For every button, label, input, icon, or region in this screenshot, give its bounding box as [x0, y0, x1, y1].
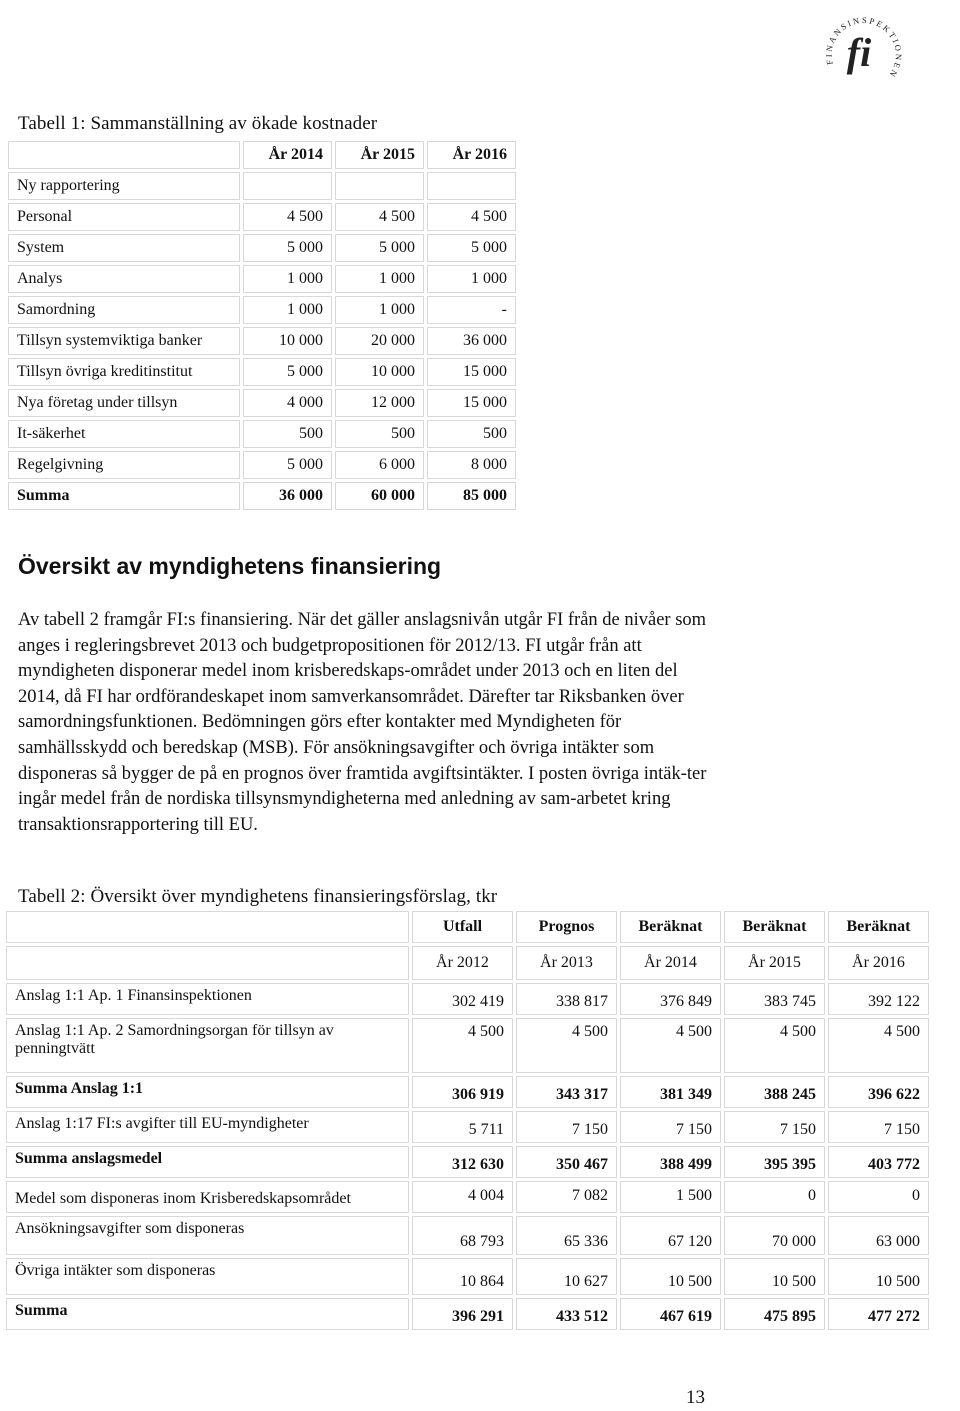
cell-value: 15 000 [427, 358, 516, 386]
cell-value: 0 [724, 1181, 825, 1213]
cell-value: 381 349 [620, 1076, 721, 1108]
cell-value: 10 500 [620, 1258, 721, 1295]
cell-value: 36 000 [243, 482, 332, 510]
row-label: Nya företag under tillsyn [8, 389, 240, 417]
cell-value: 477 272 [828, 1298, 929, 1330]
cell-value: 5 000 [335, 234, 424, 262]
cell-value: 63 000 [828, 1216, 929, 1255]
cell-value: 0 [828, 1181, 929, 1213]
table-row [8, 234, 516, 262]
cell-value: 388 499 [620, 1146, 721, 1178]
finansinspektionen-logo [815, 2, 905, 92]
section-paragraph: Av tabell 2 framgår FI:s finansiering. När det gäller anslagsnivån utgår FI från de nivåer som anges i regleringsbrevet 2013 och budgetpropositionen för 2012/13. FI utgår från att myndigheten disponerar medel inom krisberedskaps-området under 2013 och en liten del 2014, då FI har ordförandeskapet inom samverkansområdet. Därefter tar Riksbanken över samordningsfunktionen. Bedömningen görs efter kontakter med Myndigheten för samhällsskydd och beredskap (MSB). För ansökningsavgifter och övriga intäkter som disponeras så bygger de på en prognos över framtida avgiftsintäkter. I posten övriga intäk-ter ingår medel från de nordiska tillsynsmyndigheterna med anledning av sam-arbetet kring transaktionsrapportering till EU. [18, 610, 707, 835]
cell-value: 4 004 [412, 1181, 513, 1213]
cell-value: 306 919 [412, 1076, 513, 1108]
row-label: Samordning [8, 296, 240, 324]
logo-ring-text: FINANSINSPEKTIONEN [823, 14, 904, 81]
row-label: Personal [8, 203, 240, 231]
financing-table [3, 908, 932, 1333]
table2-header: Utfall [412, 911, 513, 943]
table2-header-empty [6, 911, 409, 943]
table2-header-empty [6, 946, 409, 980]
table2-year: År 2014 [620, 946, 721, 980]
row-label: Övriga intäkter som disponeras [6, 1258, 409, 1295]
cell-value: 7 150 [620, 1111, 721, 1143]
row-label: Medel som disponeras inom Krisberedskapsområdet [6, 1181, 409, 1213]
cell-value: 343 317 [516, 1076, 617, 1108]
cell-value: 12 000 [335, 389, 424, 417]
table-row [8, 296, 516, 324]
table-row [6, 983, 929, 1015]
cell-value: 36 000 [427, 327, 516, 355]
cell-value: 10 627 [516, 1258, 617, 1295]
cell-value: 338 817 [516, 983, 617, 1015]
cell-value: 10 500 [724, 1258, 825, 1295]
table-row [8, 389, 516, 417]
table-row [6, 1111, 929, 1143]
cell-value: 8 000 [427, 451, 516, 479]
cell-value: 1 000 [335, 265, 424, 293]
row-label: Summa Anslag 1:1 [6, 1076, 409, 1108]
logo-monogram: fi [846, 30, 872, 75]
cell-value: 10 000 [243, 327, 332, 355]
table-row [8, 327, 516, 355]
cell-value: 500 [243, 420, 332, 448]
row-label: Tillsyn övriga kreditinstitut [8, 358, 240, 386]
section-heading: Översikt av myndighetens finansiering [18, 553, 442, 579]
cell-value: 70 000 [724, 1216, 825, 1255]
cell-value: 312 630 [412, 1146, 513, 1178]
cell-value: 60 000 [335, 482, 424, 510]
table2-header: Beräknat [828, 911, 929, 943]
cell-value: 4 500 [412, 1018, 513, 1073]
cell-value: 4 500 [427, 203, 516, 231]
cell-value: 1 000 [243, 265, 332, 293]
table1-header-empty [8, 141, 240, 169]
row-label: Anslag 1:1 Ap. 1 Finansinspektionen [6, 983, 409, 1015]
table-row-subtotal [6, 1146, 929, 1178]
cell-value: 7 150 [828, 1111, 929, 1143]
table-row [8, 420, 516, 448]
cell-value: 7 150 [516, 1111, 617, 1143]
table2-header: Beräknat [724, 911, 825, 943]
cell-value: 4 000 [243, 389, 332, 417]
table1-header: År 2016 [427, 141, 516, 169]
cell-value: 20 000 [335, 327, 424, 355]
cell-value: 5 000 [243, 451, 332, 479]
cell-value: 388 245 [724, 1076, 825, 1108]
table-row [6, 1181, 929, 1213]
table2-caption: Tabell 2: Översikt över myndighetens finansieringsförslag, tkr [18, 886, 498, 907]
cell-value: 1 000 [335, 296, 424, 324]
table-row [8, 451, 516, 479]
row-label: Ansökningsavgifter som disponeras [6, 1216, 409, 1255]
table2-year: År 2013 [516, 946, 617, 980]
row-label: Summa [6, 1298, 409, 1330]
cell-value: 1 000 [427, 265, 516, 293]
cell-value: 1 000 [243, 296, 332, 324]
cell-value: 7 150 [724, 1111, 825, 1143]
row-label: Anslag 1:1 Ap. 2 Samordningsorgan för tillsyn av penningtvätt [6, 1018, 409, 1073]
cell-value: 4 500 [243, 203, 332, 231]
table2-year: År 2016 [828, 946, 929, 980]
cell-value: 500 [335, 420, 424, 448]
row-label: System [8, 234, 240, 262]
table2-year: År 2012 [412, 946, 513, 980]
page-number: 13 [686, 1387, 705, 1408]
cell-value: 5 000 [243, 234, 332, 262]
cell-value: 376 849 [620, 983, 721, 1015]
table-row [6, 1258, 929, 1295]
table-row-subtotal [6, 1076, 929, 1108]
cell-value: 10 000 [335, 358, 424, 386]
cell-value: 4 500 [620, 1018, 721, 1073]
table-row [8, 265, 516, 293]
cell-value: 68 793 [412, 1216, 513, 1255]
table1-header: År 2015 [335, 141, 424, 169]
cell-value: 433 512 [516, 1298, 617, 1330]
cell-value: 467 619 [620, 1298, 721, 1330]
cell-value: 5 711 [412, 1111, 513, 1143]
cell-value: 1 500 [620, 1181, 721, 1213]
cell-value: 395 395 [724, 1146, 825, 1178]
cell-value: 396 291 [412, 1298, 513, 1330]
cell-value: 5 000 [243, 358, 332, 386]
cell-value: 4 500 [828, 1018, 929, 1073]
table-row [6, 1216, 929, 1255]
cell-value [427, 172, 516, 200]
cell-value: 4 500 [724, 1018, 825, 1073]
cell-value: 302 419 [412, 983, 513, 1015]
row-label: Regelgivning [8, 451, 240, 479]
table2-header: Prognos [516, 911, 617, 943]
table1-caption: Tabell 1: Sammanställning av ökade kostnader [18, 113, 378, 134]
table-row-total [8, 482, 516, 510]
cell-value [335, 172, 424, 200]
cell-value: 85 000 [427, 482, 516, 510]
cell-value: 10 500 [828, 1258, 929, 1295]
cell-value: 403 772 [828, 1146, 929, 1178]
row-label: Ny rapportering [8, 172, 240, 200]
table-row-total [6, 1298, 929, 1330]
cell-value: 5 000 [427, 234, 516, 262]
cell-value [243, 172, 332, 200]
row-label: Tillsyn systemviktiga banker [8, 327, 240, 355]
cell-value: 7 082 [516, 1181, 617, 1213]
table-row [8, 358, 516, 386]
table-row [8, 203, 516, 231]
cell-value: 67 120 [620, 1216, 721, 1255]
table-row [6, 1018, 929, 1073]
table1-header: År 2014 [243, 141, 332, 169]
row-label: Anslag 1:17 FI:s avgifter till EU-myndigheter [6, 1111, 409, 1143]
cell-value: 392 122 [828, 983, 929, 1015]
table2-year: År 2015 [724, 946, 825, 980]
table2-header: Beräknat [620, 911, 721, 943]
row-label: It-säkerhet [8, 420, 240, 448]
cell-value: 15 000 [427, 389, 516, 417]
cost-summary-table [5, 138, 519, 513]
cell-value: 475 895 [724, 1298, 825, 1330]
cell-value: 350 467 [516, 1146, 617, 1178]
table-row [8, 172, 516, 200]
cell-value: 383 745 [724, 983, 825, 1015]
cell-value: - [427, 296, 516, 324]
cell-value: 4 500 [335, 203, 424, 231]
row-label: Summa [8, 482, 240, 510]
row-label: Summa anslagsmedel [6, 1146, 409, 1178]
cell-value: 10 864 [412, 1258, 513, 1295]
cell-value: 4 500 [516, 1018, 617, 1073]
cell-value: 500 [427, 420, 516, 448]
cell-value: 65 336 [516, 1216, 617, 1255]
row-label: Analys [8, 265, 240, 293]
cell-value: 6 000 [335, 451, 424, 479]
cell-value: 396 622 [828, 1076, 929, 1108]
